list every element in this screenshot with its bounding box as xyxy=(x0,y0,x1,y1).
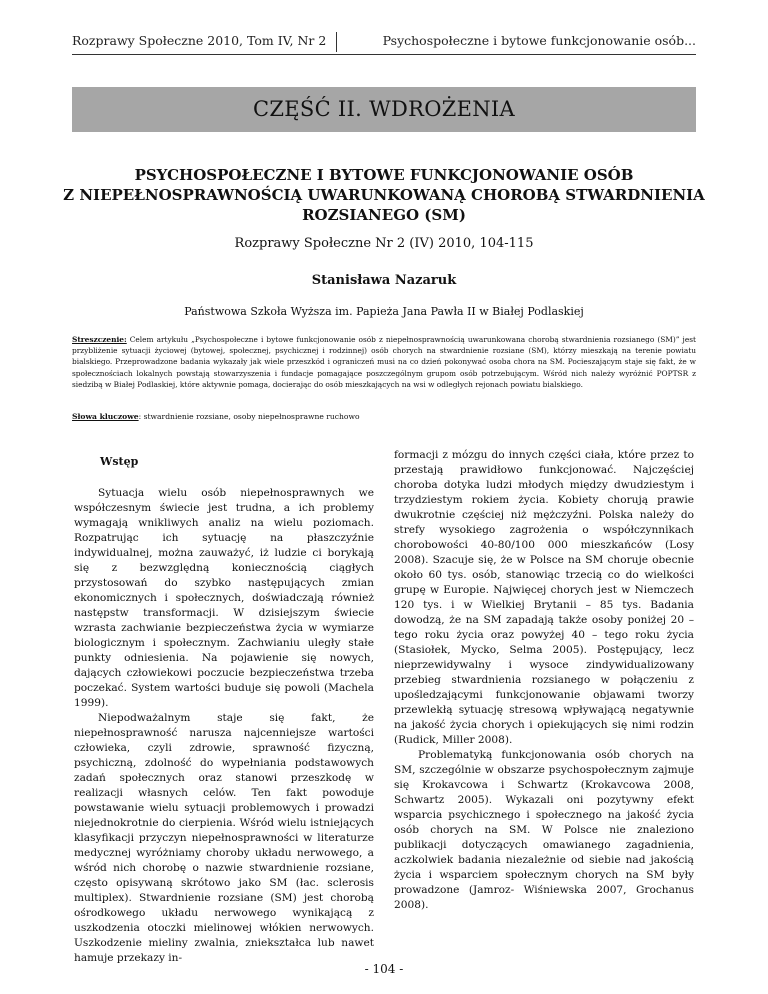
keywords-label: Słowa kluczowe xyxy=(72,412,139,421)
left-column xyxy=(74,448,374,966)
author-name: Stanisława Nazaruk xyxy=(311,273,457,288)
paragraph: formacji z mózgu do innych części ciała, które przez to przestają prawidłowo funkcjonować. Najczęściej choroba dotyka ludzi młodych między dwudziestym i trzydziestym rokiem życia. Kobiety chorują prawie dwukrotnie częściej niż mężczyźni. Polska należy do strefy wysokiego zagrożenia o współczynnikach chorobowości 40-80/100 000 mieszkańców (Losy 2008). Szacuje się, że w Polsce na SM choruje obecnie około 60 tys. osób, stanowiąc trzecią co do wielkości grupę w Europie. Najwięcej chorych jest w Niemczech 120 tys. i w Wielkiej Brytanii – 85 tys. Badania dowodzą, że na SM zapadają także osoby poniżej 20 – tego roku życia oraz powyżej 40 – tego roku życia (Stasiołek, Mycko, Selma 2005). Postępujący, lecz nieprzewidywalny i wysoce zindywidualizowany przebieg stwardnienia rozsianego w połączeniu z upośledzającymi funkcjonowanie objawami tworzy przewlekłą sytuację stresową wpływającą negatywnie na jakość życia chorych i opiekujących się nimi rodzin (Rudick, Miller 2008). xyxy=(394,449,694,746)
paragraph: Niepodważalnym staje się fakt, że niepełnosprawność narusza najcenniejsze wartości człowieka, czyli zdrowie, sprawność fizyczną, psychiczną, zdolność do wypełniania podstawowych zadań społecznych oraz stanowi przeszkodę w realizacji własnych celów. Ten fakt powoduje powstawanie wielu sytuacji problemowych i prowadzi niejednokrotnie do cierpienia. Wśród wielu istniejących klasyfikacji przyczyn niepełnosprawności w literaturze medycznej wyróżniamy choroby układu nerwowego, a wśród nich chorobę o nazwie stwardnienie rozsiane, często opisywaną skrótowo jako SM (łac. sclerosis multiplex). Stwardnienie rozsiane (SM) jest chorobą ośrodkowego układu nerwowego wynikającą z uszkodzenia otoczki mielinowej włókien nerwowych. Uszkodzenie mieliny zwalnia, zniekształca lub nawet hamuje przekazy in- xyxy=(74,712,374,964)
journal-reference: Rozprawy Społeczne Nr 2 (IV) 2010, 104-115 xyxy=(234,236,534,251)
article-title xyxy=(60,165,708,225)
keywords xyxy=(72,411,696,422)
right-column xyxy=(394,448,694,913)
abstract xyxy=(72,334,696,390)
abstract-text: Celem artykułu „Psychospołeczne i bytowe funkcjonowanie osób z niepełnosprawnością uwarunkowana chorobą stwardnienia rozsianego (SM)” jest przybliżenie sytuacji życiowej (bytowej, społecznej, psychicznej i rodzinnej) osób chorych na stwardnienie rozsiane (SM), którzy mieszkają na terenie powiatu bialskiego. Przeprowadzone badania wykazały jak wiele przeszkód i ograniczeń musi na co dzień pokonywać osoba chora na SM. Pocieszającym staje się fakt, że w społecznościach lokalnych powstają stowarzyszenia i fundacje pomagające poszczególnym grupom osób potrzebującym. Wśród nich należy wyróżnić POPTSR z siedzibą w Białej Podlaskiej, które aktywnie pomaga, docierając do osób mieszkających na wsi w odległych rejonach powiatu bialskiego. xyxy=(72,335,696,389)
title-line: ROZSIANEGO (SM) xyxy=(302,206,466,224)
abstract-label: Streszczenie: xyxy=(72,335,127,344)
part-banner: CZĘŚĆ II. WDROŻENIA xyxy=(72,87,696,132)
section-heading: Wstęp xyxy=(100,455,139,468)
running-head xyxy=(72,32,696,54)
keywords-text: : stwardnienie rozsiane, osoby niepełnosprawne ruchowo xyxy=(138,412,360,421)
title-line: PSYCHOSPOŁECZNE I BYTOWE FUNKCJONOWANIE OSÓB xyxy=(134,166,634,184)
paragraph: Problematyką funkcjonowania osób chorych na SM, szczególnie w obszarze psychospołecznym zajmuje się Krokavcowa i Schwartz (Krokavcowa 2008, Schwartz 2005). Wykazali oni pozytywny efekt wsparcia psychicznego i społecznego na jakość życia osób chorych na SM. W Polsce nie znaleziono publikacji dotyczących omawianego zagadnienia, aczkolwiek badania niezależnie od siebie nad jakością życia i wsparciem społecznym chorych na SM były prowadzone (Jamroz- Wiśniewska 2007, Grochanus 2008). xyxy=(394,749,694,911)
page-number: - 104 - xyxy=(364,962,404,976)
header-divider xyxy=(72,54,696,55)
running-head-right: Psychospołeczne i bytowe funkcjonowanie osób... xyxy=(382,33,696,48)
author-affiliation: Państwowa Szkoła Wyższa im. Papieża Jana Pawła II w Białej Podlaskiej xyxy=(184,305,584,318)
paragraph: Sytuacja wielu osób niepełnosprawnych we współczesnym świecie jest trudna, a ich problemy wymagają wnikliwych analiz na wielu poziomach. Rozpatrując ich sytuację na płaszczyźnie indywidualnej, można zauważyć, iż ludzie ci borykają się z bezwzględną koniecznością ciągłych przystosowań do szybko następujących zmian ekonomicznych i społecznych, doświadczają również następstw transformacji. W dzisiejszym świecie wzrasta zachwianie bezpieczeństwa życia w wymiarze biologicznym i społecznym. Zachwianiu uległy stałe punkty odniesienia. Na pojawienie się nowych, dających człowiekowi poczucie bezpieczeństwa trzeba poczekać. System wartości buduje się powoli (Machela 1999). xyxy=(74,487,374,709)
title-line: Z NIEPEŁNOSPRAWNOŚCIĄ UWARUNKOWANĄ CHOROBĄ STWARDNIENIA xyxy=(63,186,705,204)
running-head-left: Rozprawy Społeczne 2010, Tom IV, Nr 2 xyxy=(72,32,337,52)
